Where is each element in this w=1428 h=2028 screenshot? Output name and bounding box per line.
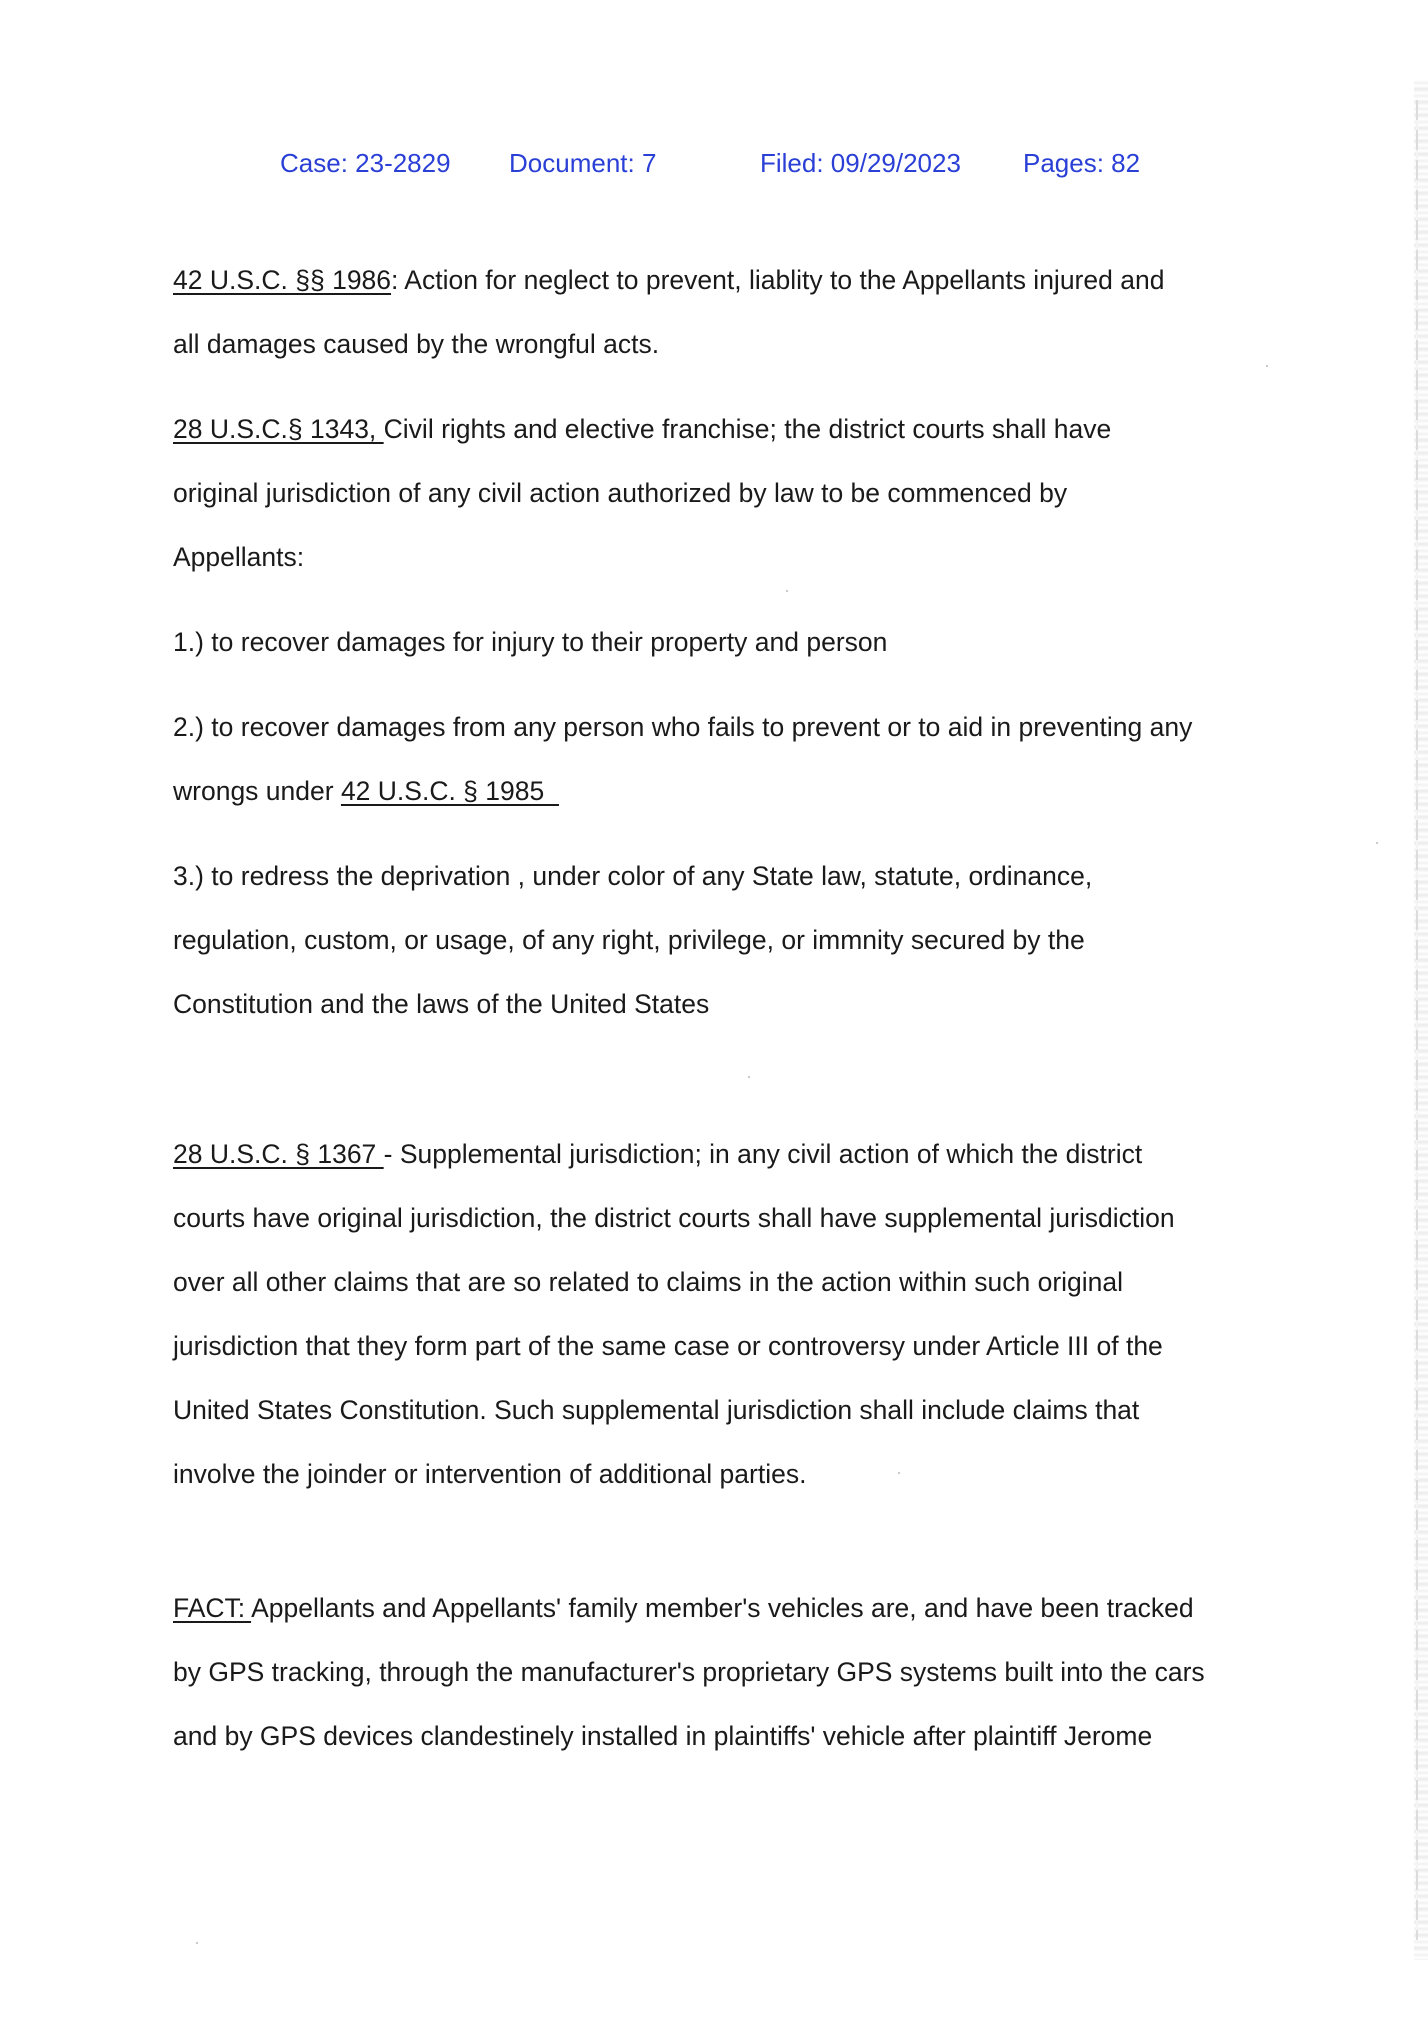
- fact-paragraph-line-3: and by GPS devices clandestinely installed in plaintiffs' vehicle after plaintiff Jerome: [173, 1721, 1153, 1751]
- paragraph-text: Appellants and Appellants' family member's vehicles are, and have been tracked: [251, 1593, 1194, 1623]
- list-item-1: 1.) to recover damages for injury to their property and person: [173, 627, 888, 657]
- paragraph-1367-line-5: United States Constitution. Such supplemental jurisdiction shall include claims that: [173, 1395, 1140, 1425]
- paragraph-1367-line-2: courts have original jurisdiction, the district courts shall have supplemental jurisdiction: [173, 1203, 1175, 1233]
- fact-label: FACT:: [173, 1593, 252, 1623]
- list-item-text: wrongs under: [173, 776, 341, 806]
- paragraph-1986-line-2: all damages caused by the wrongful acts.: [173, 329, 660, 359]
- page-count: Pages: 82: [1023, 148, 1141, 178]
- scan-speck: [748, 1076, 750, 1078]
- citation-42-usc-1985: 42 U.S.C. § 1985: [340, 776, 559, 806]
- case-number: Case: 23-2829: [280, 148, 451, 178]
- citation-42-usc-1986: 42 U.S.C. §§ 1986: [173, 265, 392, 295]
- scan-speck: [196, 1942, 198, 1944]
- scan-speck: [1376, 842, 1378, 844]
- citation-28-usc-1343: 28 U.S.C.§ 1343,: [173, 414, 384, 444]
- list-item-2-line-2: [173, 776, 559, 806]
- paragraph-text: - Supplemental jurisdiction; in any civil action of which the district: [383, 1139, 1143, 1169]
- fact-paragraph-line-1: [173, 1593, 1194, 1623]
- list-item-3-line-2: regulation, custom, or usage, of any right, privilege, or immnity secured by the: [173, 925, 1085, 955]
- filed-date: Filed: 09/29/2023: [760, 148, 961, 178]
- paragraph-text: : Action for neglect to prevent, liablity to the Appellants injured and: [391, 265, 1165, 295]
- fact-paragraph-line-2: by GPS tracking, through the manufacturer's proprietary GPS systems built into the cars: [173, 1657, 1205, 1687]
- paragraph-text: Civil rights and elective franchise; the district courts shall have: [383, 414, 1112, 444]
- paragraph-1343-line-3: Appellants:: [173, 542, 305, 572]
- scan-speck: [898, 1472, 900, 1474]
- paragraph-1343-line-2: original jurisdiction of any civil action authorized by law to be commenced by: [173, 478, 1068, 508]
- paragraph-1367-line-4: jurisdiction that they form part of the same case or controversy under Article III of the: [173, 1331, 1163, 1361]
- list-item-3-line-1: 3.) to redress the deprivation , under color of any State law, statute, ordinance,: [173, 861, 1093, 891]
- scan-edge-line: [1416, 100, 1418, 1940]
- paragraph-1343-line-1: [173, 414, 1111, 444]
- paragraph-1367-line-6: involve the joinder or intervention of additional parties.: [173, 1459, 807, 1489]
- list-item-3-line-3: Constitution and the laws of the United States: [173, 989, 710, 1019]
- list-item-2-line-1: 2.) to recover damages from any person who fails to prevent or to aid in preventing any: [173, 712, 1193, 742]
- paragraph-1367-line-3: over all other claims that are so related to claims in the action within such original: [173, 1267, 1124, 1297]
- document-number: Document: 7: [509, 148, 657, 178]
- paragraph-1986-line-1: [173, 265, 1164, 295]
- citation-28-usc-1367: 28 U.S.C. § 1367: [173, 1139, 384, 1169]
- scan-speck: [1266, 365, 1268, 367]
- paragraph-1367-line-1: [173, 1139, 1142, 1169]
- scan-speck: [786, 590, 788, 592]
